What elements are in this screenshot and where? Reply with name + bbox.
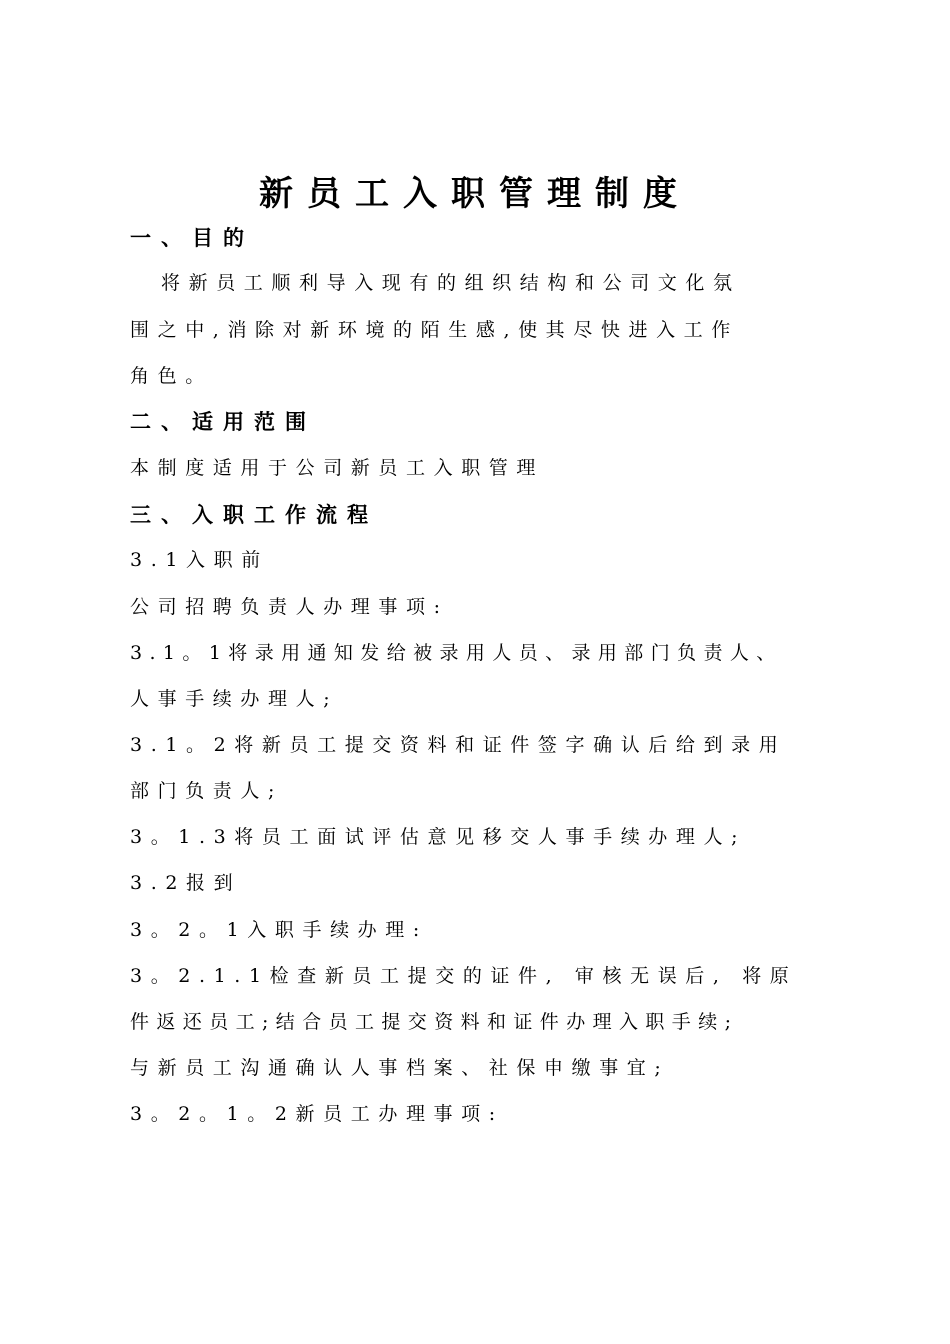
document-title: 新员工入职管理制度 bbox=[259, 174, 691, 214]
paragraph-line: 3。2。1入职手续办理: bbox=[130, 919, 428, 941]
paragraph-line: 3。2.1.1检查新员工提交的证件, 审核无误后, 将原 bbox=[130, 965, 798, 987]
paragraph-line: 3。1.3将员工面试评估意见移交人事手续办理人; bbox=[130, 826, 747, 848]
paragraph-line: 角色。 bbox=[130, 365, 213, 387]
paragraph-line: 将新员工顺利导入现有的组织结构和公司文化氛 bbox=[161, 272, 741, 294]
paragraph-line: 人事手续办理人; bbox=[130, 688, 339, 710]
paragraph-line: 3.1入职前 bbox=[130, 549, 269, 571]
section-heading-process: 三、入职工作流程 bbox=[130, 502, 378, 527]
paragraph-line: 部门负责人; bbox=[130, 780, 284, 802]
paragraph-line: 3.2报到 bbox=[130, 872, 242, 894]
paragraph-line: 3.1。1将录用通知发给被录用人员、录用部门负责人、 bbox=[130, 642, 783, 664]
paragraph-line: 围之中,消除对新环境的陌生感,使其尽快进入工作 bbox=[130, 319, 739, 341]
paragraph-line: 3.1。2将新员工提交资料和证件签字确认后给到录用 bbox=[130, 734, 787, 756]
paragraph-line: 与新员工沟通确认人事档案、社保申缴事宜; bbox=[130, 1057, 670, 1079]
paragraph-line: 件返还员工;结合员工提交资料和证件办理入职手续; bbox=[130, 1011, 739, 1033]
paragraph-line: 本制度适用于公司新员工入职管理 bbox=[130, 457, 545, 479]
section-heading-purpose: 一、目的 bbox=[130, 225, 254, 250]
section-heading-scope: 二、适用范围 bbox=[130, 409, 316, 434]
paragraph-line: 3。2。1。2新员工办理事项: bbox=[130, 1103, 504, 1125]
paragraph-line: 公司招聘负责人办理事项: bbox=[130, 596, 449, 618]
